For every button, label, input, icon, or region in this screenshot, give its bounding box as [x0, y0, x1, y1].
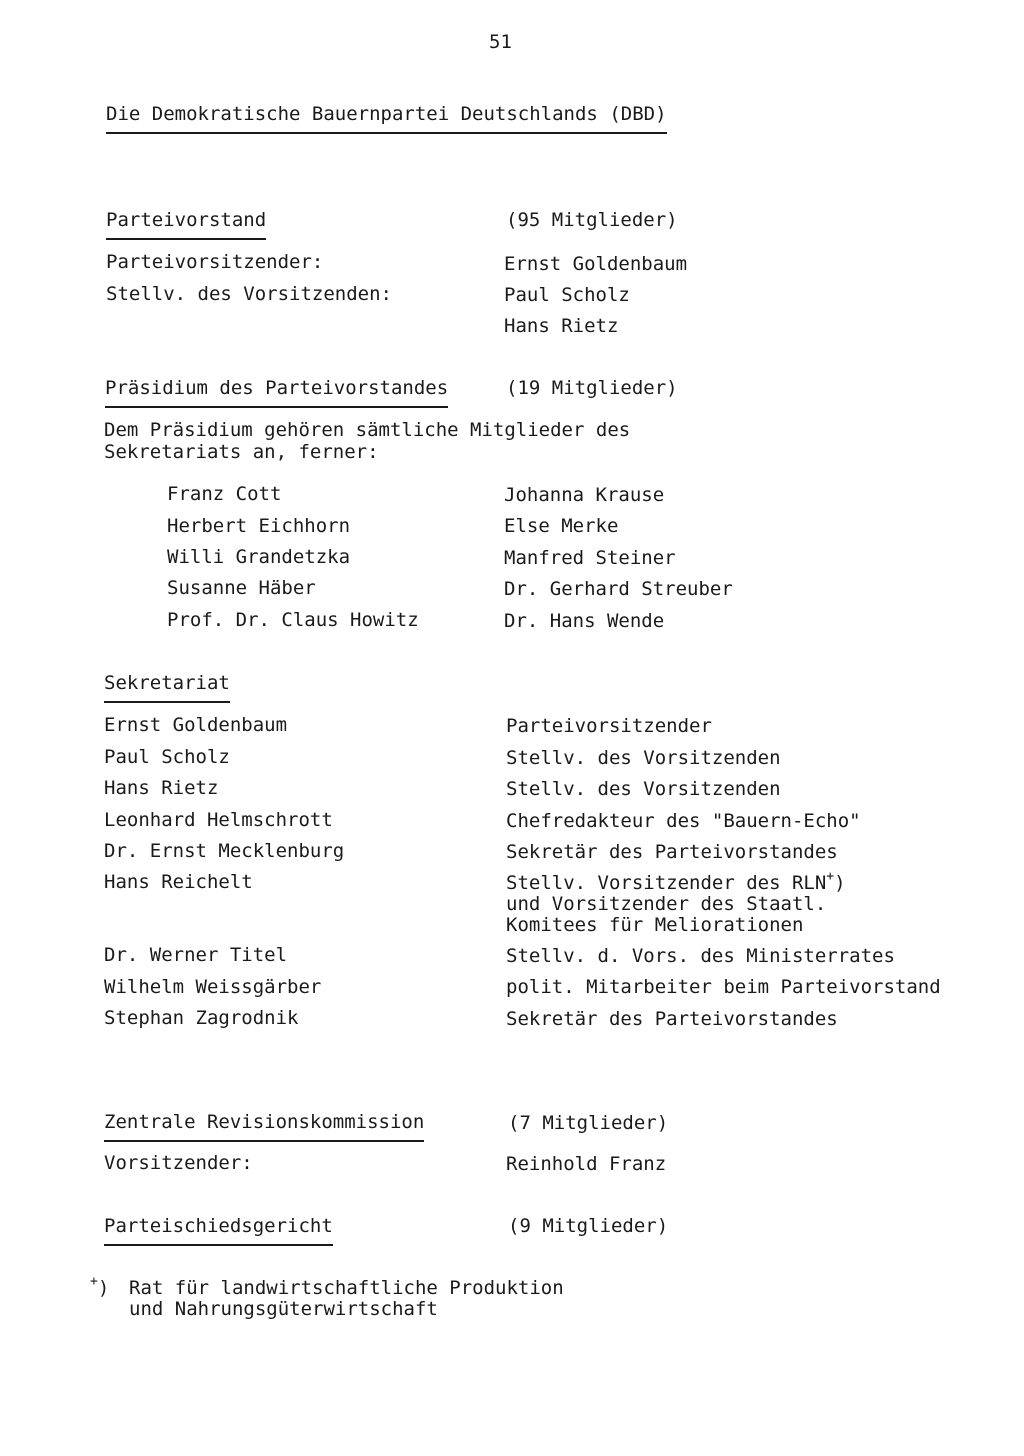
sekretariat-name: Wilhelm Weissgärber	[104, 976, 322, 998]
praesidium-member: Susanne Häber	[167, 577, 316, 599]
sekretariat-role: Chefredakteur des "Bauern-Echo"	[506, 810, 861, 832]
chair-name: Ernst Goldenbaum	[504, 253, 688, 275]
schiedsgericht-heading: Parteischiedsgericht	[104, 1216, 333, 1246]
praesidium-member: Johanna Krause	[504, 484, 665, 506]
revision-chair-label: Vorsitzender:	[104, 1152, 253, 1174]
praesidium-intro: Dem Präsidium gehören sämtliche Mitglieder des	[104, 419, 631, 441]
sekretariat-name: Stephan Zagrodnik	[104, 1007, 299, 1029]
praesidium-member: Dr. Hans Wende	[504, 610, 665, 632]
revision-members: (7 Mitglieder)	[508, 1112, 669, 1134]
sekretariat-name: Ernst Goldenbaum	[104, 714, 288, 736]
sekretariat-role: Stellv. d. Vors. des Ministerrates	[506, 945, 895, 967]
schiedsgericht-members: (9 Mitglieder)	[508, 1215, 669, 1237]
footnote-text: und Nahrungsgüterwirtschaft	[129, 1298, 438, 1320]
parteivorstand-members: (95 Mitglieder)	[506, 209, 678, 231]
sekretariat-name: Hans Reichelt	[104, 871, 253, 893]
sekretariat-name: Paul Scholz	[104, 746, 230, 768]
sekretariat-heading: Sekretariat	[104, 673, 230, 703]
chair-label: Parteivorsitzender:	[106, 251, 324, 273]
praesidium-members: (19 Mitglieder)	[506, 377, 678, 399]
sekretariat-name: Leonhard Helmschrott	[104, 809, 333, 831]
sekretariat-name: Dr. Werner Titel	[104, 944, 288, 966]
praesidium-member: Manfred Steiner	[504, 547, 676, 569]
sekretariat-role-continued: und Vorsitzender des Staatl.	[506, 893, 827, 915]
praesidium-intro: Sekretariats an, ferner:	[104, 441, 379, 463]
sekretariat-name: Hans Rietz	[104, 777, 219, 799]
sekretariat-name: Dr. Ernst Mecklenburg	[104, 840, 345, 862]
deputy-name: Paul Scholz	[504, 284, 630, 306]
praesidium-member: Franz Cott	[167, 483, 282, 505]
sekretariat-role: Stellv. Vorsitzender des RLN+)	[506, 868, 846, 894]
deputy-name: Hans Rietz	[504, 315, 619, 337]
footnote-marker: +)	[90, 1273, 110, 1299]
page-title: Die Demokratische Bauernpartei Deutschlands (DBD)	[106, 104, 667, 134]
praesidium-member: Willi Grandetzka	[167, 546, 351, 568]
page-number: 51	[489, 31, 512, 53]
praesidium-member: Prof. Dr. Claus Howitz	[167, 609, 419, 631]
sekretariat-role: Sekretär des Parteivorstandes	[506, 1008, 838, 1030]
footnote-text: Rat für landwirtschaftliche Produktion	[129, 1277, 564, 1299]
deputy-label: Stellv. des Vorsitzenden:	[106, 283, 392, 305]
revision-chair-name: Reinhold Franz	[506, 1153, 667, 1175]
praesidium-member: Dr. Gerhard Streuber	[504, 578, 733, 600]
praesidium-member: Else Merke	[504, 515, 619, 537]
praesidium-member: Herbert Eichhorn	[167, 515, 351, 537]
sekretariat-role: polit. Mitarbeiter beim Parteivorstand	[506, 976, 941, 998]
sekretariat-role: Parteivorsitzender	[506, 715, 712, 737]
parteivorstand-heading: Parteivorstand	[106, 210, 266, 240]
revision-heading: Zentrale Revisionskommission	[104, 1112, 424, 1142]
praesidium-heading: Präsidium des Parteivorstandes	[105, 378, 448, 408]
sekretariat-role-continued: Komitees für Meliorationen	[506, 914, 804, 936]
sekretariat-role: Stellv. des Vorsitzenden	[506, 778, 781, 800]
footnote-marker: +	[826, 868, 835, 884]
sekretariat-role: Stellv. des Vorsitzenden	[506, 747, 781, 769]
sekretariat-role: Sekretär des Parteivorstandes	[506, 841, 838, 863]
